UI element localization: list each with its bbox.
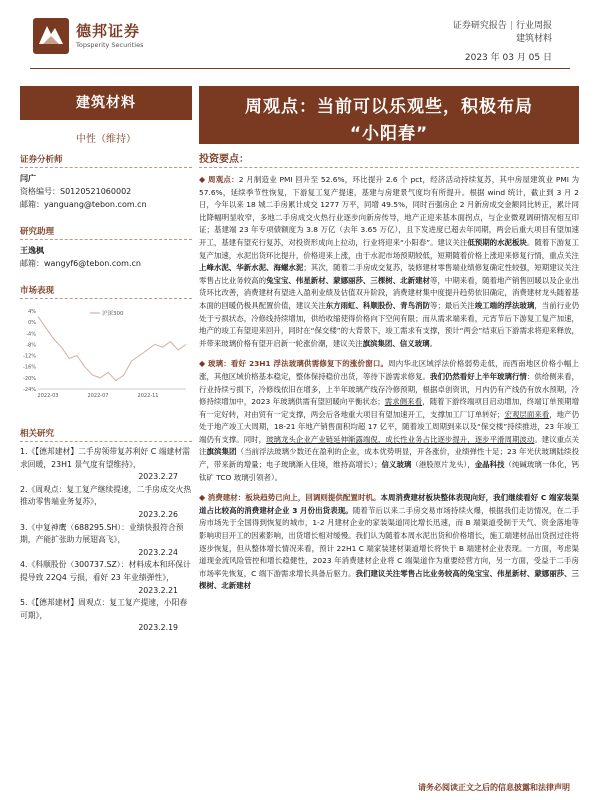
- sector-title: 建筑材料: [20, 86, 192, 120]
- market-label: 市场表现: [20, 284, 192, 299]
- title-line-2: “小阳春”: [349, 124, 429, 144]
- market-performance-chart: [20, 305, 192, 401]
- bullet-icon: ◆: [199, 175, 206, 184]
- related-research-item[interactable]: [20, 559, 192, 597]
- report-type: 证券研究报告: [452, 21, 507, 31]
- report-header: [0, 0, 600, 78]
- logo-text: 德邦证券: [76, 22, 141, 40]
- bullet-icon: ◆: [199, 493, 206, 503]
- tebon-logo-icon: [33, 18, 69, 54]
- logo-english-text: Topsperity Securities: [76, 41, 144, 49]
- paragraph-lead: 消费建材：板块趋势已向上，回调则提供配置时机。: [207, 493, 381, 503]
- related-research-date: 2023.2.26: [138, 509, 178, 519]
- header-sector: 建筑材料: [515, 34, 552, 44]
- analyst-label: 证券分析师: [20, 153, 192, 168]
- y-tick-label: -20%: [23, 375, 36, 382]
- related-research-title: 3.《中复神鹰（688295.SH）：业绩快报符合预期，产能扩张助力展翅高飞》，: [20, 522, 184, 545]
- y-tick-label: 0%: [28, 320, 36, 327]
- x-tick-label: 2022-07: [87, 393, 109, 399]
- title-line-1: 周观点：当前可以乐观些，积极布局: [245, 97, 533, 117]
- header-divider: [30, 68, 570, 69]
- related-research-item[interactable]: [20, 484, 192, 522]
- rating: 中性（维持）: [76, 134, 136, 145]
- related-research-item[interactable]: [20, 522, 192, 560]
- related-research-title: 5.《【德邦建材】周观点：复工复产提速，小阳春可期》，: [20, 598, 188, 620]
- related-research-list: [20, 446, 192, 635]
- related-research-title: 1.《【德邦建材】二手房领带复苏利好 C 端建材需求回暖，23H1 景气度有望维持》，: [20, 447, 190, 469]
- related-research-item[interactable]: [20, 446, 192, 484]
- related-research-title: 4.《科顺股份（300737.SZ）：材料成本和环保计提导致 22Q4 亏损，看好 23 年业绩弹性》，: [20, 560, 191, 582]
- y-tick-label: -4%: [26, 331, 36, 338]
- analyst-info: [20, 172, 192, 211]
- analyst-name: 闫广: [20, 174, 36, 183]
- analyst-cert: 资格编号：S0120521060002: [20, 187, 132, 196]
- main-content: [199, 150, 579, 593]
- y-tick-label: -12%: [23, 353, 36, 360]
- x-tick-label: 2022-03: [37, 393, 59, 399]
- related-label: 相关研究: [20, 427, 192, 442]
- y-tick-label: -24%: [23, 387, 36, 393]
- legend-label: 沪深300: [102, 311, 124, 317]
- sidebar: [20, 86, 192, 635]
- bullet-icon: ◆: [199, 359, 206, 369]
- series-line: [38, 317, 186, 381]
- related-research-title: 2.《周观点：复工复产继续提速，二手房成交火热推动零售端业务复苏》，: [20, 484, 192, 507]
- related-research-date: 2023.2.21: [138, 585, 178, 595]
- key-points-heading: 投资要点：: [199, 150, 579, 168]
- assistant-info: [20, 244, 192, 270]
- y-tick-label: -16%: [23, 364, 36, 371]
- paragraph-lead: 周观点：: [208, 175, 239, 184]
- weekly-view-paragraph: ◆ 周观点：2 月制造业 PMI 回升至 52.6%，环比提升 2.6 个 pct，经济活动持续复苏，其中房屋建筑业 PMI 为 57.6%，延续季节性恢复，下游复工复产提速，基建与房建景气度均有所提升。根据 wind 统计，截止到 3 月 2 日，今年以来 18 城二手房累计成交 1277 万平，同增 49.5%，同时百强房企 2 月新房成交金额同比转正，累计同比降幅明显收窄，多地二手房成交火热行业逐步向新房传导，地产正迎来基本面拐点，与企业微观调研情况相互印证；基建端 23 年专项债额度为 3.8 万亿（去年 3.65 万亿），且下发进度已超去年同期，两会后重大项目有望加速开工，基建有望充行复苏，对投资形成向上拉动，行业将迎来“小阳春”。建议关注低预期的水泥板块。随着下游复工复产加速，水泥出货环比提升，价格迎来上涨，由于水泥市场预期较低，短期随着价格上涨迎来修复行情，重点关注上峰水泥、华新水泥、海螺水泥；其次，随着二手房成交复苏，装修建材零售端业绩修复确定性较强，短期建议关注零售占比业务较高的兔宝宝、伟星新材、蒙娜丽莎、三棵树、北新建材等，中期来看，随着地产销售回暖以及企业出货环比改善，消费建材有望进入盈利业绩及估值双升阶段，消费建材集中度提升趋势依旧确定，消费建材龙头随着基本面的回暖仍极具配置价值，建议关注东方雨虹、科顺股份、青鸟消防等；最后关注竣工端的浮法玻璃，当前行业仍处于亏损状态，冷修线持续增加，供给收缩使得价格向下空间有限；而从需求端来看，元宵节后下游复工复产加速，地产的竣工有望迎来回升，同时在“保交楼”的大背景下，竣工需求有支撑，预计“两会”结束后下游需求将迎来释放，并带来玻璃价格有望开启新一轮涨价潮，建议关注旗滨集团、信义玻璃。: [199, 175, 580, 348]
- report-meta: 证券研究报告 | 行业周报 建筑材料: [452, 21, 552, 44]
- report-date: 2023 年 03 月 05 日: [464, 53, 552, 63]
- related-research-date: 2023.2.27: [138, 472, 178, 482]
- x-tick-label: 2022-11: [137, 393, 159, 399]
- analyst-email: 邮箱：yanguang@tebon.com.cn: [20, 200, 147, 209]
- paragraph-lead: 玻璃：看好 23H1 浮法玻璃供需修复下的涨价窗口。: [207, 359, 389, 369]
- assistant-label: 研究助理: [20, 225, 192, 240]
- glass-paragraph: ◆ 玻璃：看好 23H1 浮法玻璃供需修复下的涨价窗口。周内华北区域浮法价格弱势走低，而西南地区价格小幅上涨，其他区域价格基本稳定，整体保持稳价出货，等待下游需求修复。我们仍然看好上半年玻璃行情：供给侧来看，行业持续亏损下，冷修线依旧在增多，上半年玻璃产线存冷修预期，根据卓创资讯，月内仍有产线仍有放水预期，冷修持续增加中，2023 年玻璃供需有望回暖向平衡状态；需求侧来看，随着下游终端项目启动增加，终端订单预期增有一定好转，对由贸有一定支撑，两会后各地重大项目有望加速开工，支撑加工厂订单转好；宏观层面来看，地产仍处于地产竣工大周期，18-21 年地产销售面积均超 17 亿平，随着竣工周期到来以及“保交楼”持续推进，23 年竣工端仍有支撑。同时，玻璃龙头企业产业链延伸渐露端倪，成长性业务占比逐步提升，逐步平滑周期波动。建议重点关注旗滨集团（当前浮法玻璃少数还在盈利的企业，成本优势明显，开各涨价，业绩弹性十足；23 年光伏玻璃陆续投产，带来新的增量；电子玻璃渐入佳境，维持高增长）；信义玻璃（港股原片龙头），金晶科技（纯碱玻璃一体化，钙钛矿 TCO 玻璃引领者）。: [199, 359, 580, 482]
- y-tick-label: 4%: [28, 309, 36, 315]
- y-tick-label: -8%: [26, 342, 36, 349]
- assistant-name: 王逸枫: [20, 246, 44, 255]
- disclaimer-footer: 请务必阅读正文之后的信息披露和法律声明: [418, 783, 570, 792]
- related-research-item[interactable]: [20, 597, 192, 635]
- report-title: [199, 86, 579, 144]
- assistant-email: 邮箱：wangyf6@tebon.com.cn: [20, 259, 141, 268]
- related-research-date: 2023.2.24: [138, 547, 178, 557]
- related-research-date: 2023.2.19: [138, 623, 178, 633]
- report-kind: 行业周报: [515, 21, 552, 31]
- consumer-materials-paragraph: ◆ 消费建材：板块趋势已向上，回调则提供配置时机。本周消费建材板块整体表现向好，我们继续看好 C 端家装渠道占比较高的消费建材企业 3 月份出货表现。随着节后以来二手房交易市场持续火爆，根据我们走访情况，在二手房市场先于全国得到恢复的城市，1-2 月建材企业的家装渠道同比增长迅速，而 B 端渠道受制于天气、资金落地等影响项目开工的因素影响，出货增长相对缓慢。我们认为随着本周水泥出货和价格增长，施工端建材品出货拐过往将逐步恢复，但从整体增长情况来看，预计 22H1 C 端家装建材渠道增长将快于 B 端建材企业表现。一方面，考虑渠道现金流风险管控和增长稳健性，2023 年消费建材企业将 C 端渠道作为重要经营方向，另一方面，受益于二手房市场率先恢复，C 端下游需求增长具备后驱力。我们建议关注零售占比业务较高的兔宝宝、伟星新材、蒙娜丽莎、三棵树、北新建材: [199, 493, 580, 591]
